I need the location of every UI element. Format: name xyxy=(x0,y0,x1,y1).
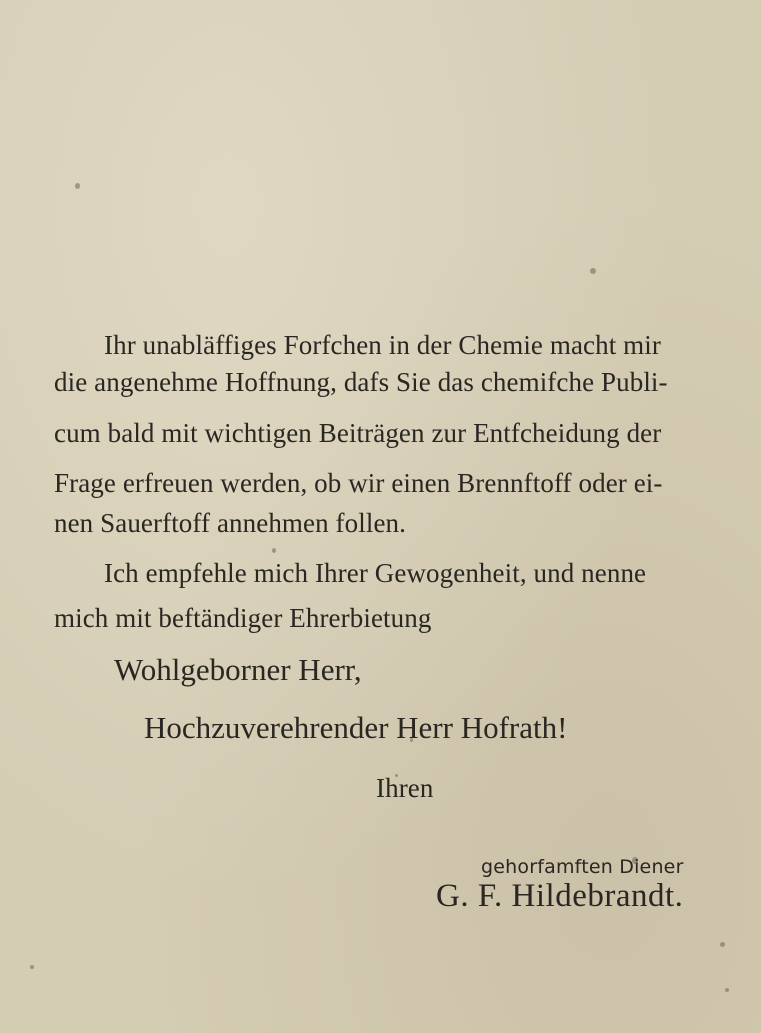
paragraph-1-line-3: cum bald mit wichtigen Beiträgen zur Entfcheidung der xyxy=(54,418,662,448)
paper-speck xyxy=(720,942,725,947)
paragraph-1-line-4: Frage erfreuen werden, ob wir einen Brennftoff oder ei- xyxy=(54,468,663,498)
paragraph-1-line-5: nen Sauerftoff annehmen follen. xyxy=(54,508,406,538)
signature: G. F. Hildebrandt. xyxy=(436,878,684,914)
paper-speck xyxy=(75,183,80,189)
paragraph-2-line-2: mich mit beftändiger Ehrerbietung xyxy=(54,603,432,633)
paper-speck xyxy=(272,548,276,553)
paragraph-2-line-1: Ich empfehle mich Ihrer Gewogenheit, und nenne xyxy=(104,558,647,588)
paragraph-1-line-1: Ihr unabläffiges Forfchen in der Chemie macht mir xyxy=(104,330,661,360)
salutation-line-1: Wohlgeborner Herr, xyxy=(114,652,362,687)
paragraph-1-line-2: die angenehme Hoffnung, dafs Sie das chemifche Publi- xyxy=(54,367,668,397)
paper-speck xyxy=(725,988,729,992)
salutation-line-2: Hochzuverehrender Herr Hofrath! xyxy=(144,710,568,745)
servant-line: gehorfamften Diener xyxy=(481,856,684,878)
paper-speck xyxy=(590,268,596,274)
paper-speck xyxy=(30,965,34,969)
closing-word: Ihren xyxy=(376,773,434,803)
